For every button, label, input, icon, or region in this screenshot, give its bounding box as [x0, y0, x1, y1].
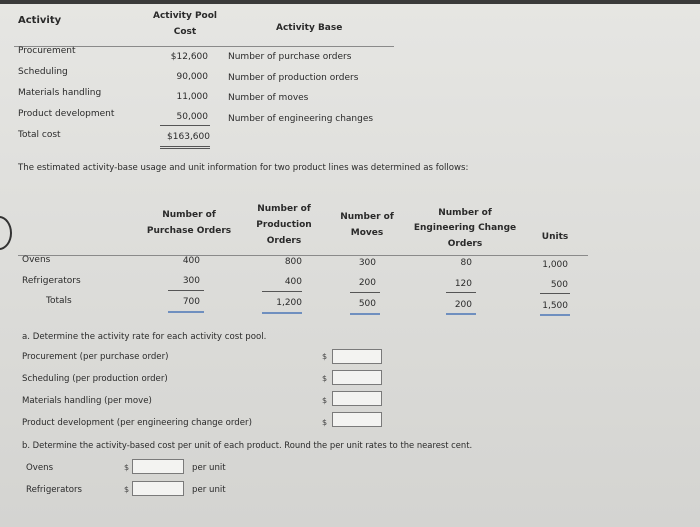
usage-row-ovens-label: Ovens [22, 255, 51, 265]
header-po-line2: Purchase Orders [146, 226, 232, 236]
total-double-rule-2 [160, 148, 210, 149]
usage-row-totals-prod: 1,200 [276, 298, 302, 308]
part-b-refrigerators-label: Refrigerators [26, 485, 82, 495]
part-a-product-dev-label: Product development (per engineering change order) [22, 418, 252, 428]
moves-subtotal-rule [350, 292, 380, 293]
row-procurement-activity: Procurement [18, 46, 76, 56]
cursor-ring [0, 216, 12, 250]
eng-total-double-rule [446, 313, 476, 315]
total-double-rule-1 [160, 146, 210, 147]
header-units: Units [541, 232, 569, 242]
header-pool-cost-line1: Activity Pool [153, 11, 217, 21]
usage-row-totals-label: Totals [46, 296, 72, 306]
part-a-materials-currency: $ [322, 396, 328, 405]
window-top-edge [0, 0, 700, 4]
part-a-scheduling-input[interactable] [332, 370, 382, 385]
row-materials-activity: Materials handling [18, 88, 102, 98]
part-b-heading: b. Determine the activity-based cost per unit of each product. Round the per unit rates to the nearest cent. [22, 440, 473, 450]
usage-header-rule [18, 255, 588, 256]
part-b-ovens-label: Ovens [26, 463, 54, 473]
part-b-refrigerators-input[interactable] [132, 481, 184, 496]
usage-row-ovens-prod: 800 [284, 257, 302, 267]
intro-text: The estimated activity-base usage and unit information for two product lines was determined as follows: [18, 163, 469, 173]
row-scheduling-base: Number of production orders [228, 73, 359, 83]
part-a-scheduling-label: Scheduling (per production order) [22, 374, 168, 384]
usage-row-refrigerators-prod: 400 [284, 277, 302, 287]
prod-subtotal-rule [262, 291, 302, 292]
usage-row-refrigerators-units: 500 [550, 280, 568, 290]
row-materials-base: Number of moves [228, 93, 309, 103]
part-a-procurement-currency: $ [322, 352, 328, 361]
part-a-product-dev-currency: $ [322, 418, 328, 427]
row-product-dev-cost: 50,000 [176, 112, 208, 122]
prod-total-double-rule [262, 312, 302, 314]
header-pool-cost-line2: Cost [173, 27, 197, 37]
part-a-materials-label: Materials handling (per move) [22, 396, 152, 406]
units-total-double-rule [540, 314, 570, 316]
header-activity-base: Activity Base [276, 23, 343, 33]
usage-row-refrigerators-label: Refrigerators [22, 276, 81, 286]
row-scheduling-cost: 90,000 [176, 72, 208, 82]
total-cost-value: $163,600 [167, 132, 210, 142]
header-prod-line3: Orders [266, 236, 302, 246]
moves-total-double-rule [350, 313, 380, 315]
header-prod-line1: Number of [257, 204, 311, 214]
part-a-scheduling-currency: $ [322, 374, 328, 383]
usage-row-refrigerators-moves: 200 [358, 278, 376, 288]
usage-row-refrigerators-eng: 120 [454, 279, 472, 289]
part-a-materials-input[interactable] [332, 391, 382, 406]
usage-row-totals-eng: 200 [454, 300, 472, 310]
usage-row-ovens-eng: 80 [460, 258, 472, 268]
usage-row-ovens-moves: 300 [358, 258, 376, 268]
part-b-ovens-suffix: per unit [192, 463, 226, 473]
po-total-double-rule [168, 311, 204, 313]
total-cost-label: Total cost [18, 130, 61, 140]
part-b-refrigerators-suffix: per unit [192, 485, 226, 495]
subtotal-rule [160, 125, 210, 126]
usage-row-totals-units: 1,500 [542, 301, 568, 311]
eng-subtotal-rule [446, 292, 476, 293]
header-eng-line3: Orders [447, 239, 483, 249]
part-a-procurement-label: Procurement (per purchase order) [22, 352, 169, 362]
part-b-ovens-input[interactable] [132, 459, 184, 474]
usage-row-totals-moves: 500 [358, 299, 376, 309]
row-procurement-base: Number of purchase orders [228, 52, 352, 62]
row-product-dev-base: Number of engineering changes [228, 114, 374, 124]
header-po-line1: Number of [162, 210, 216, 220]
usage-row-totals-po: 700 [182, 297, 200, 307]
part-a-product-dev-input[interactable] [332, 412, 382, 427]
part-a-procurement-input[interactable] [332, 349, 382, 364]
header-moves-line1: Number of [340, 212, 394, 222]
row-procurement-cost: $12,600 [170, 52, 208, 62]
row-materials-cost: 11,000 [176, 92, 208, 102]
part-b-ovens-currency: $ [124, 463, 130, 472]
header-eng-line2: Engineering Change [413, 223, 517, 233]
usage-row-ovens-units: 1,000 [542, 260, 568, 270]
part-a-heading: a. Determine the activity rate for each activity cost pool. [22, 332, 267, 342]
header-prod-line2: Production [256, 220, 312, 230]
header-activity: Activity [18, 15, 62, 26]
part-b-refrigerators-currency: $ [124, 485, 130, 494]
row-product-dev-activity: Product development [18, 109, 115, 119]
units-subtotal-rule [540, 293, 570, 294]
po-subtotal-rule [168, 290, 204, 291]
header-moves-line2: Moves [350, 228, 384, 238]
usage-row-refrigerators-po: 300 [182, 276, 200, 286]
header-eng-line1: Number of [438, 208, 492, 218]
row-scheduling-activity: Scheduling [18, 67, 68, 77]
usage-row-ovens-po: 400 [182, 256, 200, 266]
